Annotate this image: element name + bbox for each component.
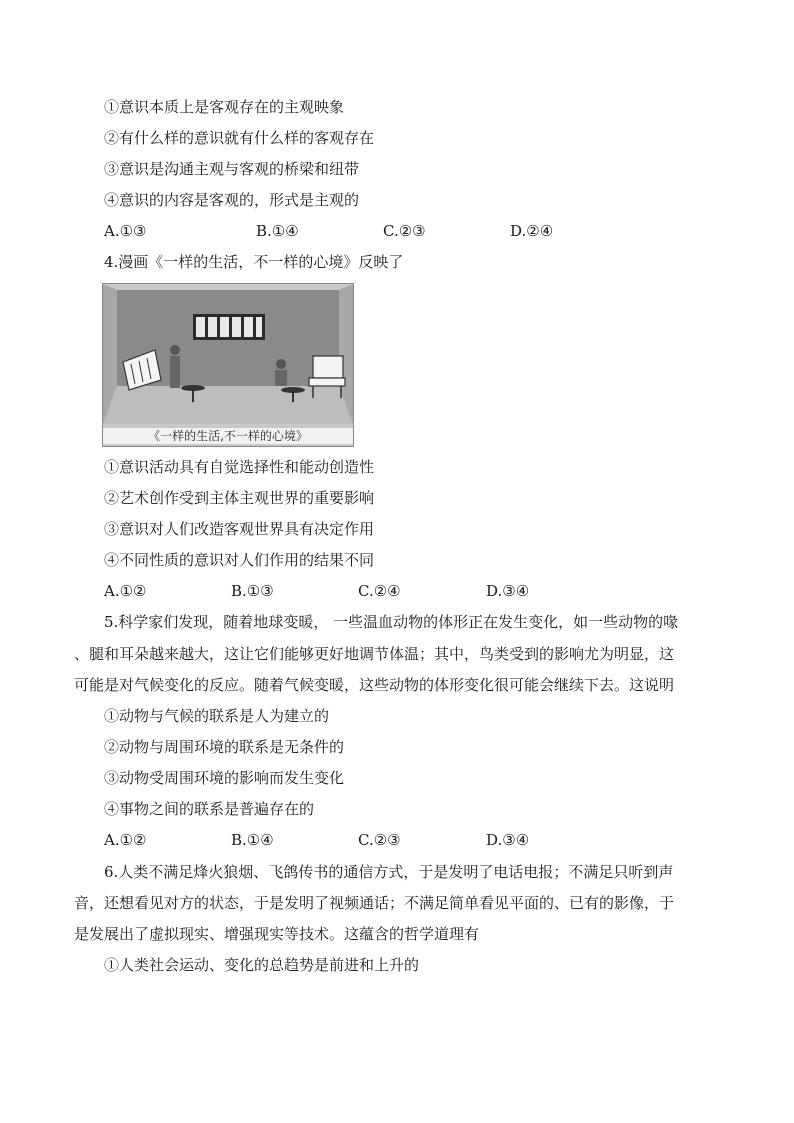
q5-statement-3: ③动物受周围环境的影响而发生变化	[104, 769, 345, 787]
q3-statement-3: ③意识是沟通主观与客观的桥梁和纽带	[104, 160, 360, 178]
q6-stem-line-2: 音，还想看见对方的状态，于是发明了视频通话；不满足简单看见平面的、已有的影像，于	[74, 894, 675, 912]
q5-option-a: A.①②	[104, 831, 147, 849]
q4-option-b: B.①③	[231, 582, 274, 600]
q4-option-c: C.②④	[358, 582, 401, 600]
q3-option-a: A.①③	[104, 222, 147, 240]
q4-option-a: A.①②	[104, 582, 147, 600]
q3-statement-4: ④意识的内容是客观的，形式是主观的	[104, 191, 360, 209]
q5-statement-2: ②动物与周围环境的联系是无条件的	[104, 738, 345, 756]
q6-stem-line-1: 6.人类不满足烽火狼烟、飞鸽传书的通信方式，于是发明了电话电报；不满足只听到声	[104, 863, 674, 881]
q3-statement-2: ②有什么样的意识就有什么样的客观存在	[104, 129, 375, 147]
q3-option-d: D.②④	[510, 222, 554, 240]
q5-stem-line-3: 可能是对气候变化的反应。随着气候变暖，这些动物的体形变化很可能会继续下去。这说明	[74, 676, 675, 694]
q3-option-c: C.②③	[383, 222, 426, 240]
q4-statement-4: ④不同性质的意识对人们作用的结果不同	[104, 551, 375, 569]
q6-stem-line-3: 是发展出了虚拟现实、增强现实等技术。这蕴含的哲学道理有	[74, 925, 480, 943]
q5-statement-1: ①动物与气候的联系是人为建立的	[104, 707, 330, 725]
q6-statement-1: ①人类社会运动、变化的总趋势是前进和上升的	[104, 956, 420, 974]
q5-option-c: C.②③	[358, 831, 401, 849]
q5-statement-4: ④事物之间的联系是普遍存在的	[104, 800, 315, 818]
cartoon-image	[102, 283, 354, 447]
q4-stem: 4.漫画《一样的生活，不一样的心境》反映了	[104, 253, 404, 271]
q3-option-b: B.①④	[256, 222, 299, 240]
q5-stem-line-1: 5.科学家们发现，随着地球变暖， 一些温血动物的体形正在发生变化，如一些动物的喙	[104, 613, 679, 631]
q4-statement-1: ①意识活动具有自觉选择性和能动创造性	[104, 458, 375, 476]
q4-statement-3: ③意识对人们改造客观世界具有决定作用	[104, 520, 375, 538]
q5-stem-line-2: 、腿和耳朵越来越大，这让它们能够更好地调节体温；其中，鸟类受到的影响尤为明显，这	[74, 645, 675, 663]
q5-option-b: B.①④	[231, 831, 274, 849]
cartoon-caption: 《一样的生活,不一样的心境》	[103, 428, 353, 444]
q4-statement-2: ②艺术创作受到主体主观世界的重要影响	[104, 489, 375, 507]
q4-option-d: D.③④	[486, 582, 530, 600]
cartoon-illustration	[103, 284, 353, 446]
q5-option-d: D.③④	[486, 831, 530, 849]
q3-statement-1: ①意识本质上是客观存在的主观映象	[104, 98, 345, 116]
